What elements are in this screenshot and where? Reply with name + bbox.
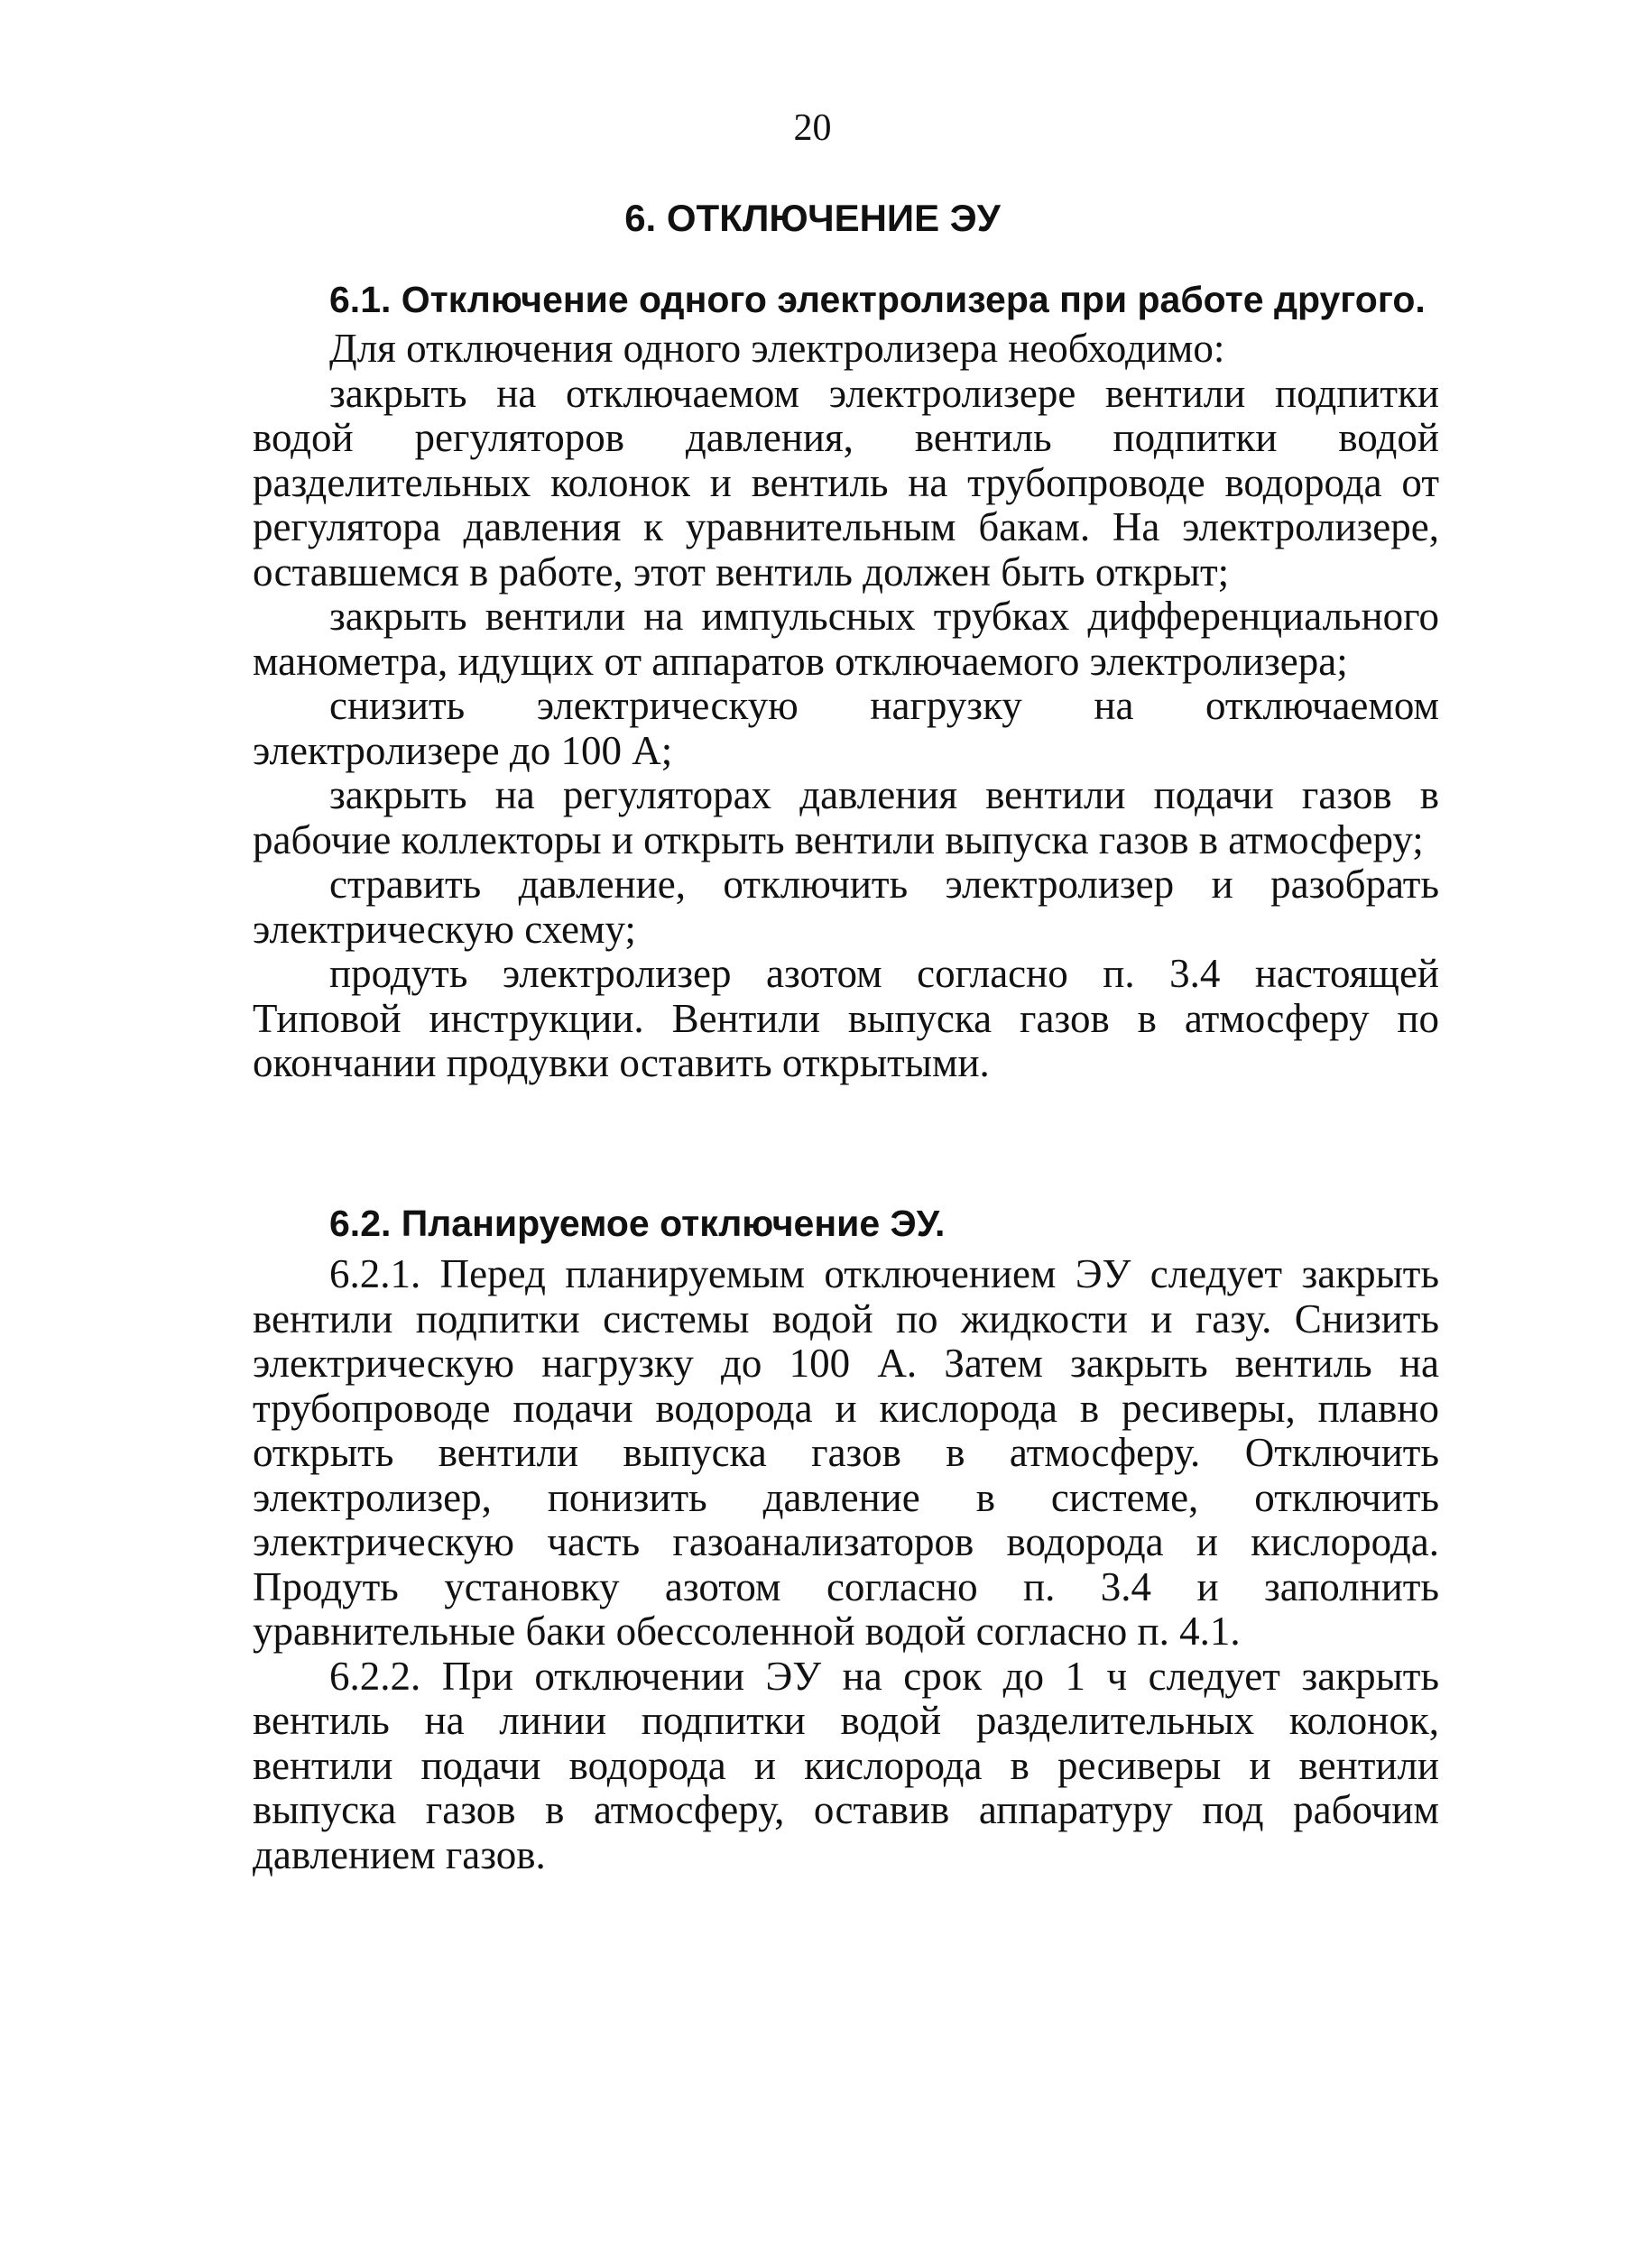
section-title: 6. ОТКЛЮЧЕНИЕ ЭУ (624, 197, 1001, 239)
subsection-heading-6-2: 6.2. Планируемое отключение ЭУ. (329, 1203, 946, 1244)
paragraph: стравить давление, отключить электролизер и разобрать электрическую схему; (253, 862, 1439, 952)
paragraph: продуть электролизер азотом согласно п. 3.4 настоящей Типовой инструкции. Вентили выпуска газов в атмосферу по окончании продувки оставить открытыми. (253, 951, 1439, 1085)
paragraph: 6.2.1. Перед планируемым отключением ЭУ следует закрыть вентили подпитки системы водой по жидкости и газу. Снизить электрическую нагрузку до 100 А. Затем закрыть вентиль на трубопроводе подачи водорода и кислорода в ресиверы, плавно открыть вентили выпуска газов в атмосферу. Отключить электролизер, понизить давление в системе, отключить электрическую часть газоанализаторов водорода и кислорода. Продуть установку азотом согласно п. 3.4 и заполнить уравнительные баки обессоленной водой согласно п. 4.1. (253, 1251, 1439, 1654)
paragraph: Для отключения одного электролизера необходимо: (329, 326, 1225, 371)
subsection-6-2-body (253, 1252, 1439, 1877)
paragraph: снизить электрическую нагрузку на отключаемом электролизере до 100 А; (253, 683, 1439, 773)
paragraph: закрыть на отключаемом электролизере вентили подпитки водой регуляторов давления, вентиль подпитки водой разделительных колонок и вентиль на трубопроводе водорода от регулятора давления к уравнительным бакам. На электролизере, оставшемся в работе, этот вентиль должен быть открыт; (253, 370, 1439, 595)
page-number: 20 (793, 107, 832, 149)
subsection-6-1-body (253, 327, 1439, 1086)
paragraph: закрыть вентили на импульсных трубках дифференциального манометра, идущих от аппаратов отключаемого электролизера; (253, 594, 1439, 684)
subsection-heading-6-1: 6.1. Отключение одного электролизера при работе другого. (329, 279, 1426, 320)
paragraph: 6.2.2. При отключении ЭУ на срок до 1 ч следует закрыть вентиль на линии подпитки водой разделительных колонок, вентили подачи водорода и кислорода в ресиверы и вентили выпуска газов в атмосферу, оставив аппаратуру под рабочим давлением газов. (253, 1653, 1439, 1877)
paragraph: закрыть на регуляторах давления вентили подачи газов в рабочие коллекторы и открыть вентили выпуска газов в атмосферу; (253, 772, 1439, 862)
